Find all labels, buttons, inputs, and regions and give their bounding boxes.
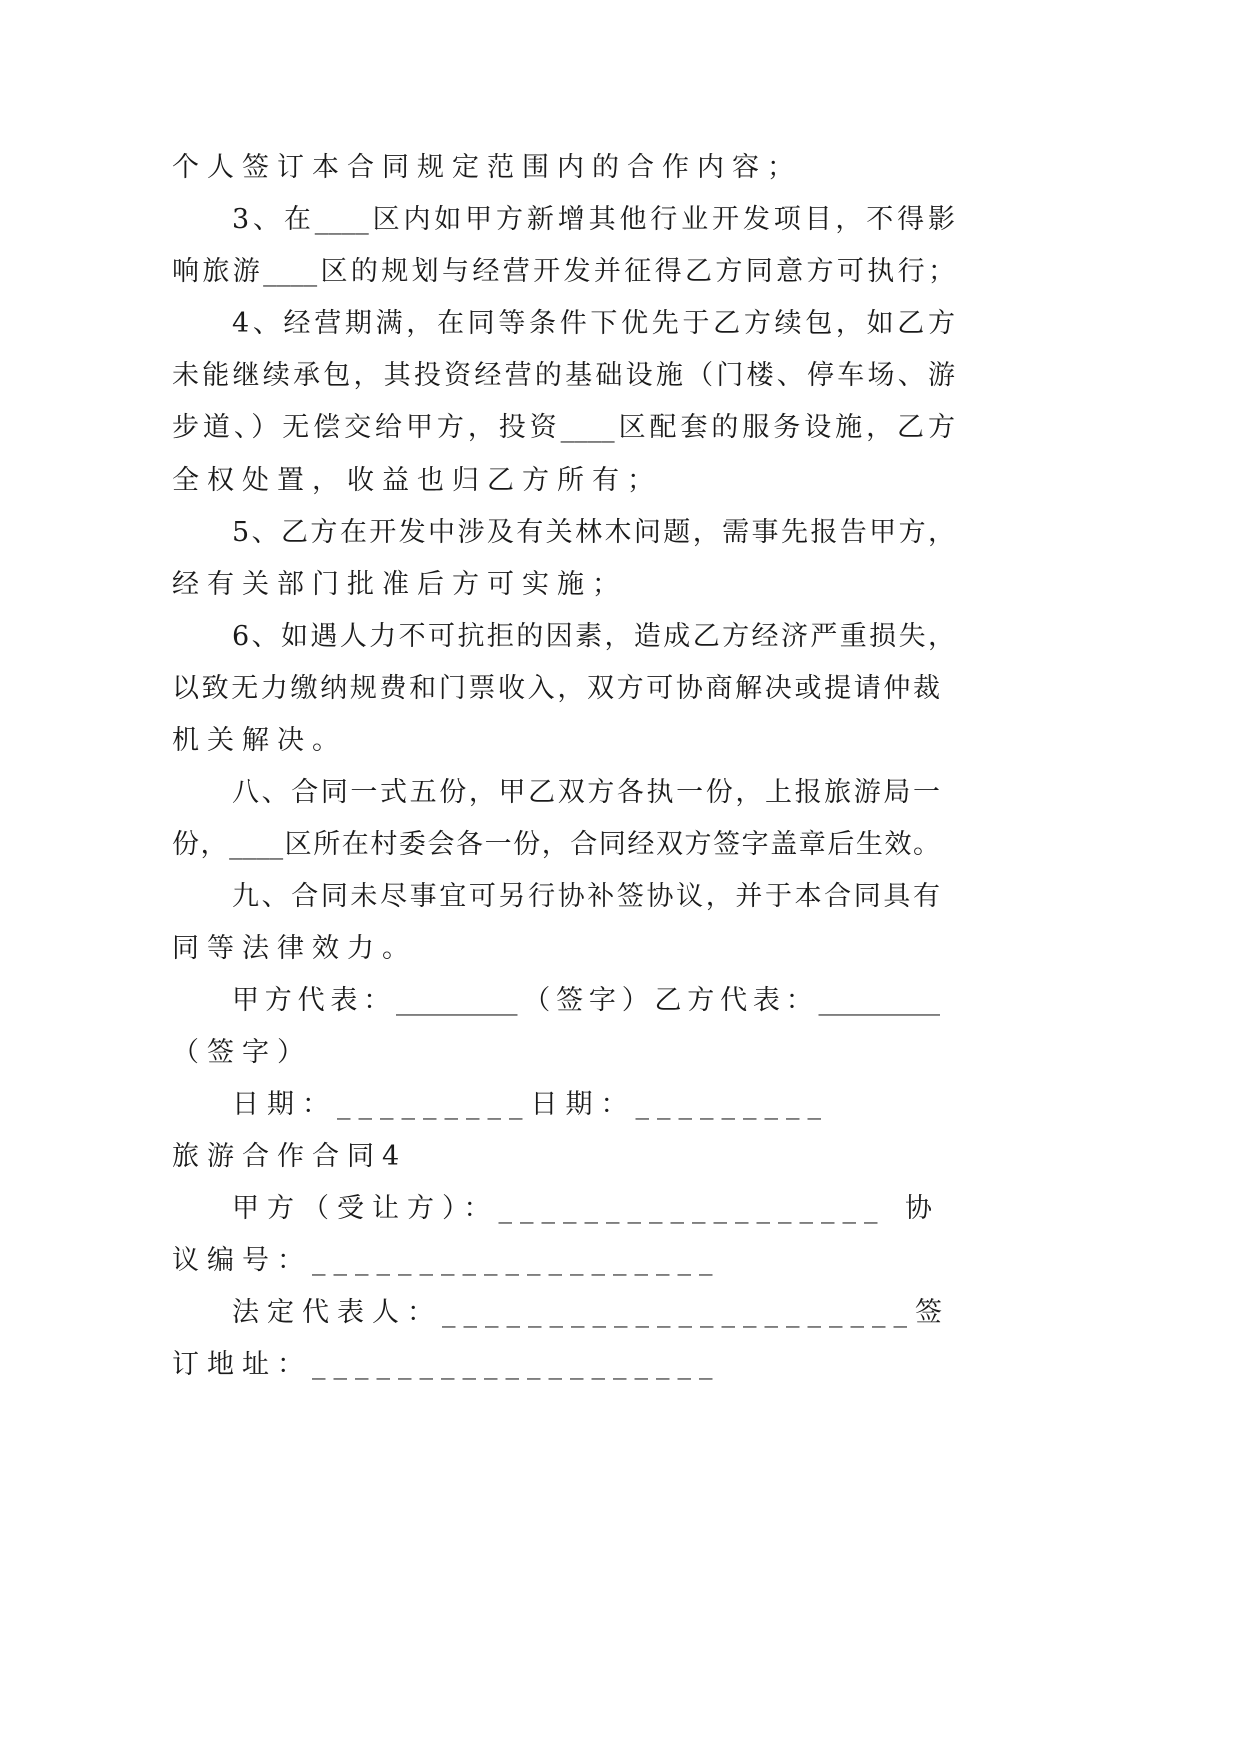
party-a-field: 甲方（受让方）：__________________ [232,1193,886,1224]
clause-3: 3、在____区内如甲方新增其他行业开发项目，不得影 [232,204,955,235]
text-line: 未能继续承包，其投资经营的基础设施（门楼、停车场、游 [172,360,955,391]
text-fragment: 协 [905,1193,940,1224]
text-line: 机关解决。 [172,725,347,756]
contract-title: 旅游合作合同4 [172,1141,408,1172]
text-line: 响旅游____区的规划与经营开发并征得乙方同意方可执行； [172,256,955,287]
party-a-line [232,1191,940,1227]
legal-rep-line [232,1295,950,1331]
signature-note: （签字） [172,1037,312,1068]
clause-5: 5、乙方在开发中涉及有关林木问题，需事先报告甲方， [232,517,955,548]
text-line: 以致无力缴纳规费和门票收入，双方可协商解决或提请仲裁 [172,673,940,704]
clause-6: 6、如遇人力不可抗拒的因素，造成乙方经济严重损失， [232,621,955,652]
agreement-number-line: 议编号：___________________ [172,1245,721,1276]
text-line: 同等法律效力。 [172,933,417,964]
text-line: 全权处置，收益也归乙方所有； [172,465,662,496]
clause-8: 八、合同一式五份，甲乙双方各执一份，上报旅游局一 [232,777,940,808]
text-line: 经有关部门批准后方可实施； [172,569,627,600]
clause-4: 4、经营期满，在同等条件下优先于乙方续包，如乙方 [232,308,955,339]
text-line: 步道、）无偿交给甲方，投资____区配套的服务设施，乙方 [172,412,955,443]
legal-rep-field: 法定代表人：______________________ [232,1297,915,1328]
signing-address-line: 订地址：___________________ [172,1349,721,1380]
text-fragment: 签 [915,1297,950,1328]
signature-line: 甲方代表：_________（签字）乙方代表：_________ [232,985,940,1016]
clause-9: 九、合同未尽事宜可另行协补签协议，并于本合同具有 [232,881,940,912]
text-line: 份，____区所在村委会各一份，合同经双方签字盖章后生效。 [172,829,940,860]
text-line: 个人签订本合同规定范围内的合作内容； [172,152,802,183]
date-line: 日期：_________日期：_________ [232,1089,829,1120]
